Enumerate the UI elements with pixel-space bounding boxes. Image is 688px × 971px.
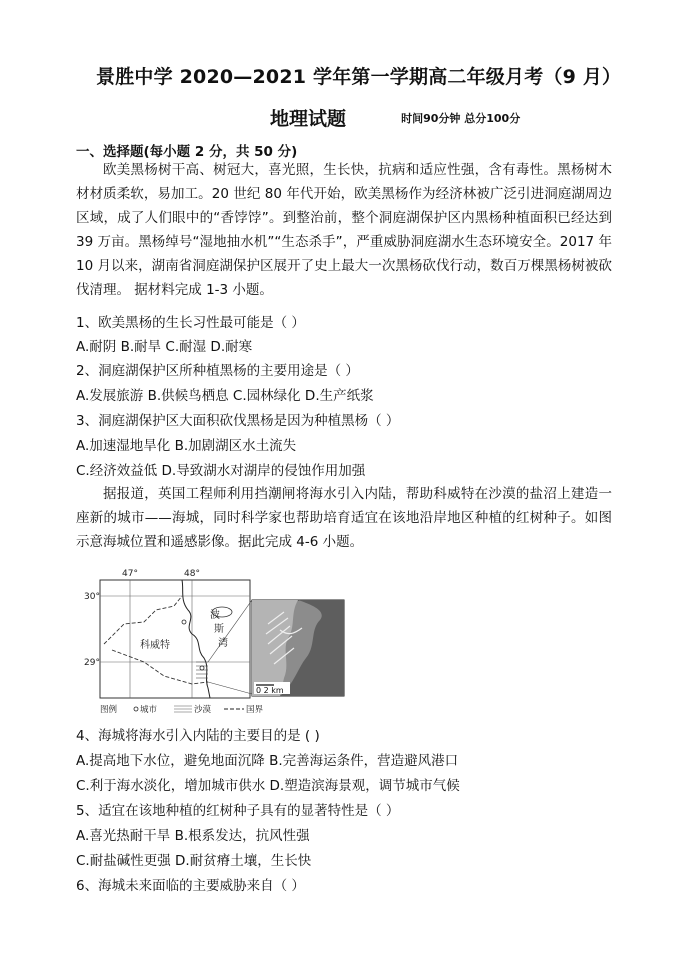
lat-30-label: 30°	[84, 592, 100, 602]
question-3-options-a: A.加速湿地旱化 B.加剧湖区水土流失	[76, 438, 297, 454]
legend-desert-icon	[174, 706, 192, 712]
scale-label: 0 2 km	[256, 686, 284, 695]
question-4-options-b: C.利于海水淡化，增加城市供水 D.塑造滨海景观，调节城市气候	[76, 778, 460, 794]
kuwait-label: 科威特	[140, 640, 170, 651]
legend-city-label: 城市	[140, 705, 158, 715]
question-1-options: A.耐阴 B.耐旱 C.耐湿 D.耐寒	[76, 339, 253, 355]
legend-city-icon	[134, 707, 138, 711]
page-title: 景胜中学 2020—2021 学年第一学期高二年级月考（9 月）	[96, 66, 622, 88]
lon-48-label: 48°	[184, 569, 200, 579]
passage-poplar: 欧美黑杨树干高、树冠大，喜光照，生长快，抗病和适应性强，含有毒性。黑杨树木材材质柔软，易加工。20 世纪 80 年代开始，欧美黑杨作为经济林被广泛引进洞庭湖周边区域，成了人们眼中的“香饽饽”。到整治前，整个洞庭湖保护区内黑杨种植面积已经达到 39 万亩。黑杨绰号“湿地抽水机”“生态杀手”，严重威胁洞庭湖水生态环境安全。2017 年 10 月以来，湖南省洞庭湖保护区展开了史上最大一次黑杨砍伐行动，数百万棵黑杨树被砍伐清理。 据材料完成 1-3 小题。	[76, 162, 612, 298]
gulf-label-1: 波	[210, 610, 220, 621]
question-3: 3、洞庭湖保护区大面积砍伐黑杨是因为种植黑杨（ ）	[76, 413, 400, 429]
question-2: 2、洞庭湖保护区所种植黑杨的主要用途是（ ）	[76, 363, 359, 379]
lon-47-label: 47°	[122, 569, 138, 579]
question-2-options: A.发展旅游 B.供候鸟栖息 C.园林绿化 D.生产纸浆	[76, 388, 374, 404]
legend-desert-label: 沙漠	[194, 705, 212, 715]
gulf-label-2: 斯	[214, 624, 224, 635]
question-4-options-a: A.提高地下水位，避免地面沉降 B.完善海运条件，营造避风港口	[76, 753, 459, 769]
question-5-options-a: A.喜光热耐干旱 B.根系发达，抗风性强	[76, 828, 310, 844]
legend-title: 图例	[100, 705, 118, 715]
legend-border-label: 国界	[246, 705, 264, 715]
subject-title: 地理试题	[270, 108, 347, 130]
question-5: 5、适宜在该地种植的红树种子具有的显著特性是（ ）	[76, 803, 400, 819]
section-heading: 一、选择题(每小题 2 分，共 50 分)	[76, 144, 298, 160]
question-6: 6、海城未来面临的主要威胁来自（ ）	[76, 878, 305, 894]
question-5-options-b: C.耐盐碱性更强 D.耐贫瘠土壤，生长快	[76, 853, 312, 869]
gulf-label-3: 湾	[218, 638, 228, 649]
passage-sea-city: 据报道，英国工程师利用挡潮闸将海水引入内陆，帮助科威特在沙漠的盐沼上建造一座新的城市——海城，同时科学家也帮助培育适宜在该地沿岸地区种植的红树种子。如图示意海城位置和遥感影像。据此完成 4-6 小题。	[76, 486, 612, 550]
sea-city-map-figure	[84, 564, 346, 716]
subtitle-row	[270, 104, 520, 131]
location-map	[84, 564, 346, 716]
question-4: 4、海城将海水引入内陆的主要目的是 ( )	[76, 728, 320, 744]
question-1: 1、欧美黑杨的生长习性最可能是（ ）	[76, 315, 305, 331]
lat-29-label: 29°	[84, 658, 100, 668]
time-score-info: 时间90分钟 总分100分	[401, 112, 521, 125]
question-3-options-b: C.经济效益低 D.导致湖水对湖岸的侵蚀作用加强	[76, 463, 366, 479]
